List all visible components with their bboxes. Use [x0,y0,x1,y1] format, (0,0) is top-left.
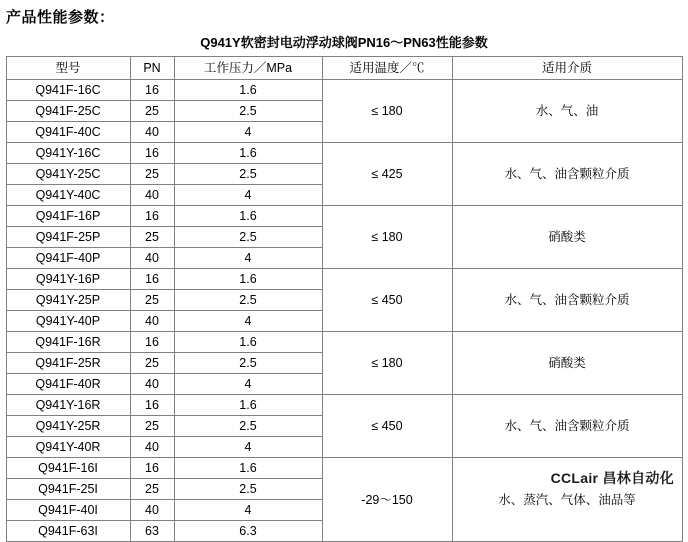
cell-model: Q941F-25P [6,227,130,248]
cell-pn: 25 [130,227,174,248]
cell-model: Q941F-40P [6,248,130,269]
column-header-temperature: 适用温度／℃ [322,57,452,80]
cell-media: 硝酸类 [452,206,682,269]
table-row [6,269,682,290]
cell-media: 水、气、油含颗粒介质 [452,269,682,332]
cell-media: 水、蒸汽、气体、油品等 [452,458,682,542]
cell-model: Q941F-40C [6,122,130,143]
cell-pn: 25 [130,353,174,374]
column-header-pressure: 工作压力／MPa [174,57,322,80]
table-row [6,332,682,353]
cell-model: Q941F-25I [6,479,130,500]
cell-pressure: 2.5 [174,101,322,122]
cell-pressure: 2.5 [174,227,322,248]
cell-pressure: 4 [174,374,322,395]
cell-media: 水、气、油含颗粒介质 [452,395,682,458]
cell-model: Q941Y-25R [6,416,130,437]
cell-model: Q941F-16P [6,206,130,227]
cell-media: 硝酸类 [452,332,682,395]
cell-pressure: 1.6 [174,80,322,101]
cell-model: Q941Y-16R [6,395,130,416]
watermark-logo: CCLair 昌林自动化 [550,470,674,486]
cell-pressure: 1.6 [174,206,322,227]
table-row [6,206,682,227]
cell-model: Q941Y-16P [6,269,130,290]
cell-temperature: ≤ 180 [322,332,452,395]
cell-pn: 16 [130,206,174,227]
cell-pressure: 4 [174,437,322,458]
cell-model: Q941F-40I [6,500,130,521]
column-header-model: 型号 [6,57,130,80]
cell-pn: 25 [130,290,174,311]
cell-pn: 40 [130,122,174,143]
cell-pressure: 4 [174,311,322,332]
cell-pn: 25 [130,416,174,437]
cell-pn: 40 [130,437,174,458]
table-caption: Q941Y软密封电动浮动球阀PN16～PN63性能参数 [200,35,488,50]
cell-media: 水、气、油含颗粒介质 [452,143,682,206]
cell-model: Q941Y-25C [6,164,130,185]
cell-pressure: 6.3 [174,521,322,542]
cell-pressure: 2.5 [174,164,322,185]
cell-pn: 16 [130,143,174,164]
cell-model: Q941F-40R [6,374,130,395]
cell-pressure: 4 [174,500,322,521]
cell-pressure: 1.6 [174,458,322,479]
cell-temperature: ≤ 180 [322,80,452,143]
cell-pn: 25 [130,164,174,185]
cell-model: Q941F-63I [6,521,130,542]
column-header-media: 适用介质 [452,57,682,80]
cell-model: Q941F-16R [6,332,130,353]
cell-pressure: 4 [174,122,322,143]
cell-pn: 16 [130,332,174,353]
cell-pn: 63 [130,521,174,542]
cell-pressure: 1.6 [174,332,322,353]
table-row [6,395,682,416]
cell-media: 水、气、油 [452,80,682,143]
cell-pn: 16 [130,458,174,479]
cell-pressure: 2.5 [174,479,322,500]
cell-pn: 40 [130,500,174,521]
cell-pn: 25 [130,479,174,500]
cell-pn: 40 [130,311,174,332]
column-header-pn: PN [130,57,174,80]
cell-model: Q941Y-25P [6,290,130,311]
cell-pressure: 1.6 [174,143,322,164]
cell-pn: 16 [130,269,174,290]
table-row [6,143,682,164]
page-title: 产品性能参数： [6,9,115,26]
cell-pressure: 2.5 [174,353,322,374]
cell-pn: 16 [130,395,174,416]
cell-model: Q941Y-40C [6,185,130,206]
cell-pn: 16 [130,80,174,101]
cell-model: Q941Y-40R [6,437,130,458]
cell-pressure: 4 [174,248,322,269]
cell-pn: 25 [130,101,174,122]
cell-model: Q941F-16C [6,80,130,101]
cell-model: Q941F-25C [6,101,130,122]
cell-pn: 40 [130,248,174,269]
cell-temperature: -29～150 [322,458,452,542]
cell-pressure: 4 [174,185,322,206]
cell-pn: 40 [130,185,174,206]
table-header [6,57,682,80]
cell-model: Q941Y-40P [6,311,130,332]
cell-temperature: ≤ 450 [322,395,452,458]
cell-pn: 40 [130,374,174,395]
cell-pressure: 1.6 [174,269,322,290]
table-row [6,80,682,101]
cell-temperature: ≤ 425 [322,143,452,206]
cell-pressure: 2.5 [174,416,322,437]
table-header-row [6,57,682,80]
cell-model: Q941Y-16C [6,143,130,164]
cell-pressure: 2.5 [174,290,322,311]
cell-model: Q941F-25R [6,353,130,374]
cell-model: Q941F-16I [6,458,130,479]
cell-pressure: 1.6 [174,395,322,416]
cell-temperature: ≤ 450 [322,269,452,332]
cell-temperature: ≤ 180 [322,206,452,269]
